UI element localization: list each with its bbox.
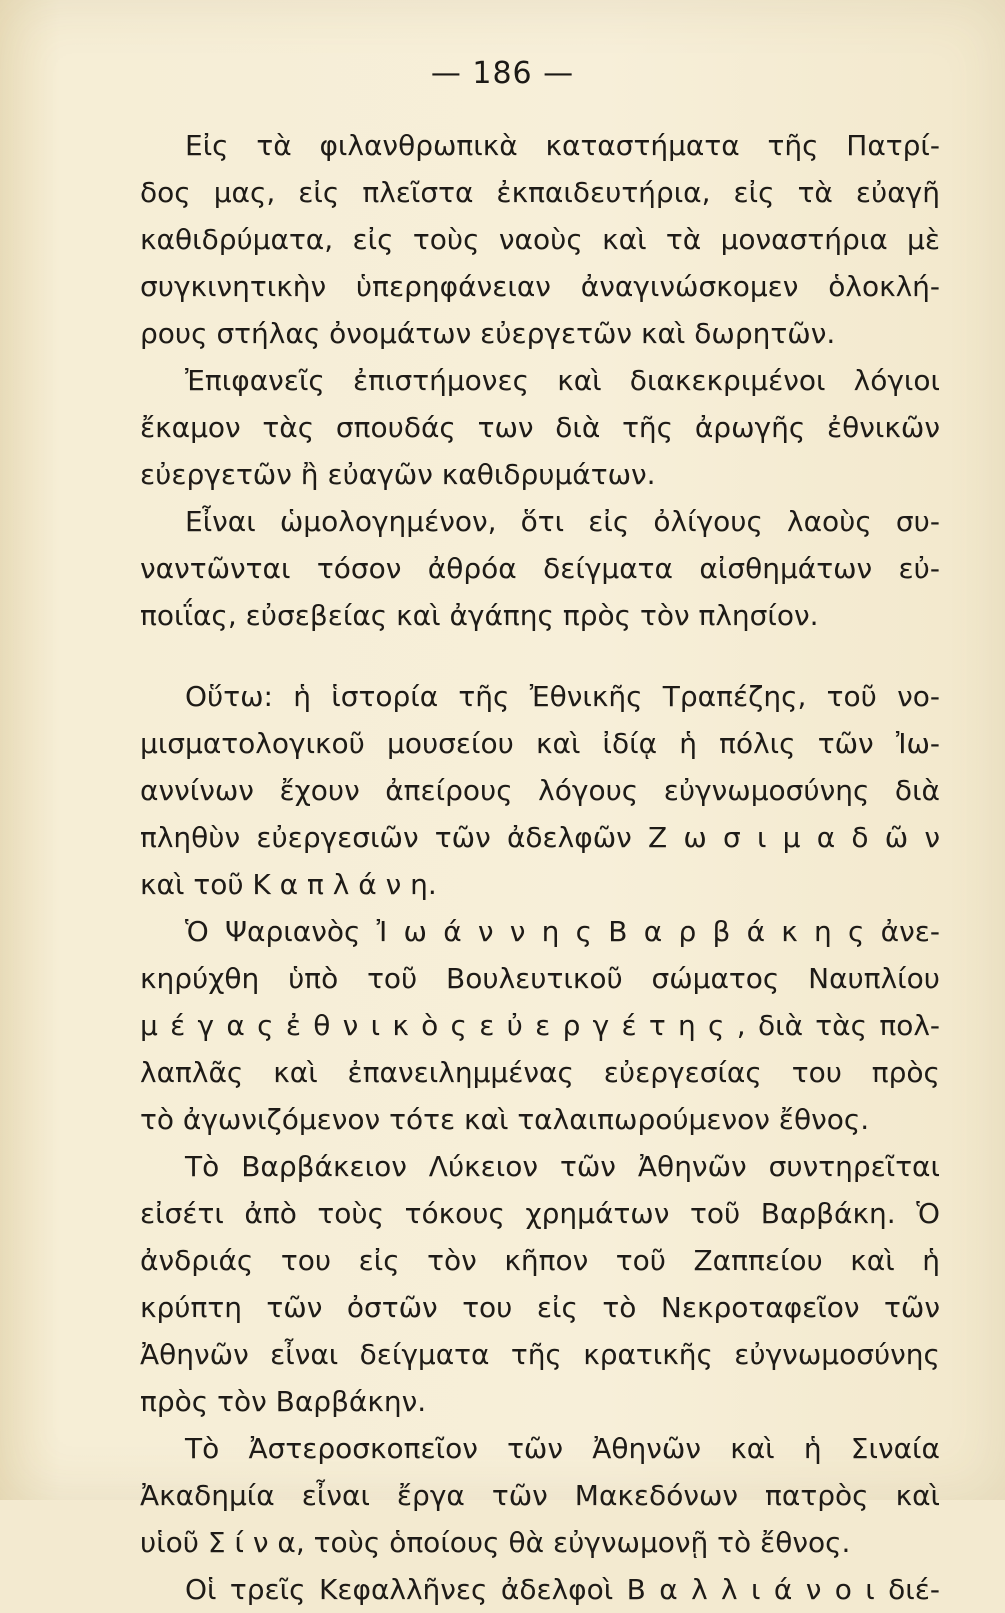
- text-line: εὐεργετῶν ἢ εὐαγῶν καθιδρυμάτων.: [140, 458, 656, 491]
- text-line: ἀνδριάς του εἰς τὸν κῆπον τοῦ Ζαππείου καὶ ἡ: [140, 1244, 940, 1277]
- body-text: [140, 122, 940, 1613]
- text-line: Οὕτω: ἡ ἱστορία τῆς Ἐθνικῆς Τραπέζης, τοῦ νο-: [185, 680, 940, 713]
- text-line: ἔκαμον τὰς σπουδάς των διὰ τῆς ἀρωγῆς ἐθνικῶν: [140, 411, 940, 444]
- text-line: ρους στήλας ὀνομάτων εὐεργετῶν καὶ δωρητῶν.: [140, 317, 836, 350]
- text-line: κηρύχθη ὑπὸ τοῦ Βουλευτικοῦ σώματος Ναυπλίου: [140, 962, 940, 995]
- text-line: Τὸ Βαρβάκειον Λύκειον τῶν Ἀθηνῶν συντηρεῖται: [185, 1150, 940, 1183]
- paragraph-gap: [140, 639, 940, 673]
- page-number: — 186 —: [430, 56, 575, 91]
- text-line: καὶ τοῦ Κ α π λ ά ν η.: [140, 868, 437, 901]
- text-line: Ἀκαδημία εἶναι ἔργα τῶν Μακεδόνων πατρὸς καὶ: [140, 1479, 940, 1512]
- text-line: Ἐπιφανεῖς ἐπιστήμονες καὶ διακεκριμένοι λόγιοι: [185, 364, 940, 397]
- text-line: αννίνων ἔχουν ἀπείρους λόγους εὐγνωμοσύνης διὰ: [140, 774, 940, 807]
- text-line: Ὁ Ψαριανὸς Ἰ ω ά ν ν η ς Β α ρ β ά κ η ς ἀνε-: [185, 915, 940, 948]
- text-line: υἱοῦ Σ ί ν α, τοὺς ὁποίους θὰ εὐγνωμονῇ τὸ ἔθνος.: [140, 1526, 851, 1559]
- text-line: ποιΐας, εὐσεβείας καὶ ἀγάπης πρὸς τὸν πλησίον.: [140, 599, 819, 632]
- text-line: Ἀθηνῶν εἶναι δείγματα τῆς κρατικῆς εὐγνωμοσύνης: [140, 1338, 940, 1371]
- text-line: Εἶναι ὡμολογημένον, ὅτι εἰς ὀλίγους λαοὺς συ-: [185, 505, 940, 538]
- text-line: Οἱ τρεῖς Κεφαλλῆνες ἀδελφοὶ Β α λ λ ι ά ν ο ι διέ-: [185, 1573, 940, 1606]
- text-line: Εἰς τὰ φιλανθρωπικὰ καταστήματα τῆς Πατρί-: [185, 129, 940, 162]
- text-line: καθιδρύματα, εἰς τοὺς ναοὺς καὶ τὰ μοναστήρια μὲ: [140, 223, 940, 256]
- text-line: τὸ ἀγωνιζόμενον τότε καὶ ταλαιπωρούμενον ἔθνος.: [140, 1103, 870, 1136]
- text-line: ναντῶνται τόσον ἀθρόα δείγματα αἰσθημάτων εὐ-: [140, 552, 940, 585]
- text-line: μισματολογικοῦ μουσείου καὶ ἰδίᾳ ἡ πόλις τῶν Ἰω-: [140, 727, 940, 760]
- text-line: κρύπτη τῶν ὀστῶν του εἰς τὸ Νεκροταφεῖον τῶν: [140, 1291, 940, 1324]
- text-line: πληθὺν εὐεργεσιῶν τῶν ἀδελφῶν Ζ ω σ ι μ α δ ῶ ν: [140, 821, 940, 854]
- text-line: μ έ γ α ς ἐ θ ν ι κ ὸ ς ε ὐ ε ρ γ έ τ η ς , διὰ τὰς πολ-: [140, 1009, 940, 1042]
- text-line: λαπλᾶς καὶ ἐπανειλημμένας εὐεργεσίας του πρὸς: [140, 1056, 940, 1089]
- text-line: εἰσέτι ἀπὸ τοὺς τόκους χρημάτων τοῦ Βαρβάκη. Ὁ: [140, 1197, 940, 1230]
- text-line: συγκινητικὴν ὑπερηφάνειαν ἀναγινώσκομεν ὁλοκλή-: [140, 270, 940, 303]
- text-line: πρὸς τὸν Βαρβάκην.: [140, 1385, 427, 1418]
- text-line: δος μας, εἰς πλεῖστα ἐκπαιδευτήρια, εἰς τὰ εὐαγῆ: [140, 176, 940, 209]
- text-line: Τὸ Ἀστεροσκοπεῖον τῶν Ἀθηνῶν καὶ ἡ Σιναία: [185, 1432, 940, 1465]
